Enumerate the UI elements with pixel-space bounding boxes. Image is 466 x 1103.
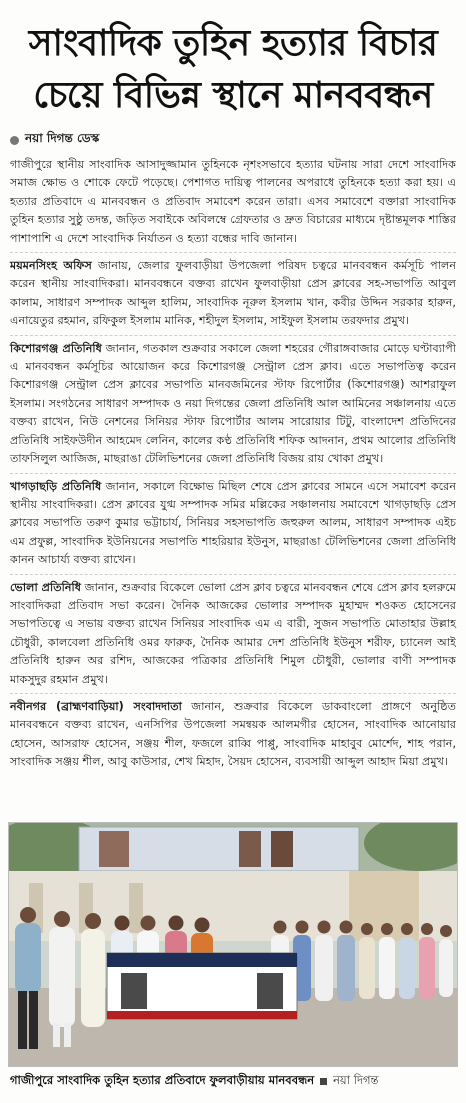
caption-text: গাজীপুরে সাংবাদিক তুহিন হত্যার প্রতিবাদে ফুলবাড়ীয়ায় মানববন্ধন <box>10 1073 315 1087</box>
photo-caption <box>10 1072 456 1091</box>
paragraph-text: গাজীপুরে স্থানীয় সাংবাদিক আসাদুজ্জামান তুহিনকে নৃশংসভাবে হত্যার ঘটনায় সারা দেশে সাংবাদিক সমাজ ক্ষোভ ও শোকে ফেটে পড়েছে। পেশাগত দায়িত্ব পালনের অপরাধে তুহিনকে হত্যা করা হয়। এ হত্যার প্রতিবাদে এ মানববন্ধন ও প্রতিবাদ সমাবেশ করেন তারা। এসব সমাবেশে বক্তারা সাংবাদিক তুহিন হত্যার সুষ্ঠু তদন্ত, জড়িত সবাইকে অবিলম্বে গ্রেফতার ও দ্রুত বিচারের মাধ্যমে দৃষ্টান্তমূলক শাস্তির পাশাপাশি এ দেশে সাংবাদিক নির্যাতন ও হত্যা বন্ধের দাবি জানান। <box>10 158 456 245</box>
headline <box>0 0 466 122</box>
bullet-icon <box>10 136 19 145</box>
article-body <box>0 150 466 776</box>
paragraph-text: জানায়, জেলার ফুলবাড়ীয়া উপজেলা পরিষদ চত্বরে মানববন্ধন কর্মসূচি পালন করেন স্থানীয় সাংবাদিকরা। মানববন্ধনে বক্তব্য রাখেন ফুলবাড়ীয়া প্রেস ক্লাবের সহ-সভাপতি আবুল কালাম, সাধারণ সম্পাদক আব্দুল হালিম, সাংবাদিক নূরুল ইসলাম খান, কবীর উদ্দিন সরকার হারুন, এনায়েতুর রহমান, রফিকুল ইসলাম মানিক, শহীদুল ইসলাম, সাইফুল ইসলাম তরফদার প্রমুখ। <box>10 259 457 328</box>
photo-illustration <box>9 823 457 1066</box>
paragraph <box>10 579 456 694</box>
paragraph-text: জানান, শুক্রবার বিকেলে ভোলা প্রেস ক্লাব চত্বরে মানববন্ধন শেষে প্রেস ক্লাব হলরুমে সাংবাদিকরা প্রতিবাদ সভা করেন। দৈনিক আজকের ভোলার সম্পাদক মুহাম্মদ শওকত হোসেনের সভাপতিত্বে এ সভায় বক্তব্য রাখেন সিনিয়র সাংবাদিক এম এ বারী, সুজন সভাপতি মোতাহার উল্লাহ চৌধুরী, কালবেলা প্রতিনিধি ওমর ফারুক, দৈনিক আমার দেশ প্রতিনিধি ইউনুস শরীফ, চ্যানেল আই প্রতিনিধি হারুন অর রশিদ, আজকের পত্রিকার প্রতিনিধি শিমুল চৌধুরী, ভোলার বাণী সম্পাদক মাকসুদুর রহমান প্রমুখ। <box>10 580 456 686</box>
news-photo <box>8 822 458 1067</box>
headline-line-2: চেয়ে বিভিন্ন স্থানে মানববন্ধন <box>33 75 433 116</box>
paragraph-text: জানান, শুক্রবার বিকেলে ডাকবাংলো প্রাঙ্গণে অনুষ্ঠিত মানববন্ধনে বক্তব্য রাখেন, এনসিপির উপজেলা সমন্বয়ক আলমগীর হোসেন, সাংবাদিক আনোয়ার হোসেন, আসরাফ হোসেন, সঞ্জয় শীল, ফজলে রাব্বি পাপ্পু, সাংবাদিক মাহাবুব মোর্শেদ, শাহ পরান, সাংবাদিক সঞ্জয় শীল, আবু কাউসার, শেখ মিহাদ, সৈয়দ হোসেন, ব্যবসায়ী আব্দুল আহাদ মিয়া প্রমুখ। <box>10 699 456 769</box>
paragraph <box>10 478 456 575</box>
square-bullet-icon <box>320 1078 327 1085</box>
paragraph-lead: কিশোরগঞ্জ প্রতিনিধি <box>10 341 102 355</box>
paragraph-lead: খাগড়াছড়ি প্রতিনিধি <box>10 479 102 493</box>
byline <box>0 122 466 150</box>
caption-source: নয়া দিগন্ত <box>333 1073 379 1087</box>
paragraph <box>10 340 456 474</box>
paragraph-lead: ভোলা প্রতিনিধি <box>10 580 81 594</box>
paragraph-lead: নবীনগর (ব্রাহ্মণবাড়িয়া) সংবাদদাতা <box>10 699 182 713</box>
paragraph-text: জানান, গতকাল শুক্রবার সকালে জেলা শহরের গৌরাঙ্গবাজার মোড়ে ঘণ্টাব্যাপী এ মানববন্ধন কর্মসূচির আয়োজন করে কিশোরগঞ্জ সেন্ট্রাল প্রেস ক্লাব। এতে সভাপতিত্ব করেন কিশোরগঞ্জ সেন্ট্রাল প্রেস ক্লাবের সভাপতি মানবজমিনের স্টাফ রিপোর্টার (কিশোরগঞ্জ) আশরাফুল ইসলাম। সংগঠনের সাধারণ সম্পাদক ও নয়া দিগন্তের জেলা প্রতিনিধি আল আমিনের সঞ্চালনায় এতে বক্তব্য রাখেন, নিউ নেশনের সিনিয়র স্টাফ রিপোর্টার আলম সারোয়ার টিটু, বাংলাদেশ প্রতিদিনের প্রতিনিধি সাইফউদীন আহমেদ লেনিন, কালের কণ্ঠ প্রতিনিধি শফিক আদনান, প্রথম আলোর প্রতিনিধি তাফসিলুল আজিজ, মাছরাঙা টেলিভিশনের জেলা প্রতিনিধি বিজয় রায় খোকা প্রমুখ। <box>10 341 456 466</box>
byline-text: নয়া দিগন্ত ডেস্ক <box>25 131 100 145</box>
paragraph-lead: ময়মনসিংহ অফিস <box>10 259 92 273</box>
paragraph <box>10 156 456 253</box>
paragraph <box>10 698 456 776</box>
headline-line-1: সাংবাদিক তুহিন হত্যার বিচার <box>28 23 438 64</box>
paragraph-text: জানান, সকালে বিক্ষোভ মিছিল শেষে প্রেস ক্লাবের সামনে এসে সমাবেশ করেন স্থানীয় সাংবাদিকরা। প্রেস ক্লাবের যুগ্ম সম্পাদক সমির মল্লিকের সঞ্চালনায় সমাবেশে খাগড়াছড়ি প্রেস ক্লাবের সভাপতি তরুণ কুমার ভট্টাচার্য, সিনিয়র সহসভাপতি জহুরুল আলম, সাধারণ সম্পাদক এইচ এম প্রফুল্ল, সাংবাদিক ইউনিয়নের সভাপতি শাহরিয়ার ইউনুস, মাছরাঙা টেলিভিশনের জেলা প্রতিনিধি কানন আচার্য্য বক্তব্য রাখেন। <box>10 479 456 567</box>
paragraph <box>10 257 456 336</box>
